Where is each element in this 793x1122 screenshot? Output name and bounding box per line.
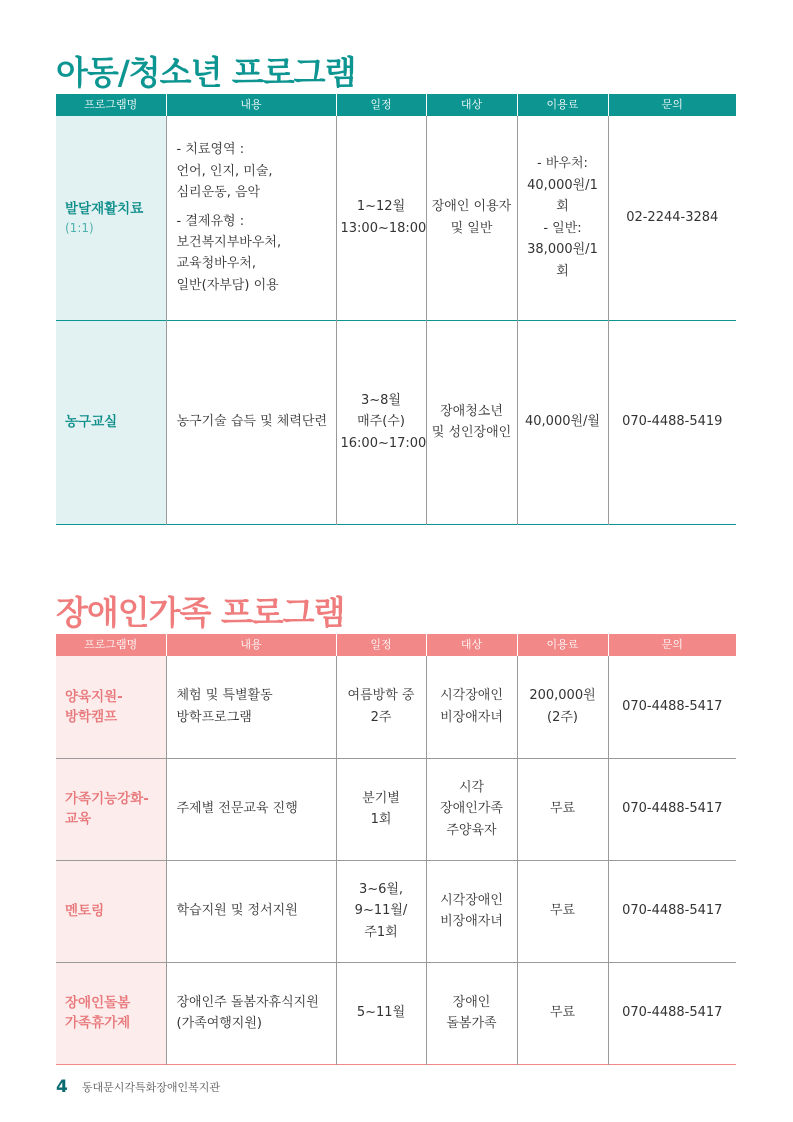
program-target: 장애인 돌봄가족 — [426, 962, 517, 1064]
program-name: 양육지원- 방학캠프 — [56, 656, 166, 758]
page-footer — [56, 1076, 220, 1098]
program-target: 장애청소년 및 성인장애인 — [426, 320, 517, 524]
table-header-row — [56, 94, 736, 116]
section-title-disabled-family: 장애인가족 프로그램 — [56, 593, 345, 632]
program-fee: 무료 — [517, 962, 608, 1064]
program-fee: - 바우처: 40,000원/1회 - 일반: 38,000원/1회 — [517, 116, 608, 320]
table-header-row — [56, 634, 736, 656]
table-row — [56, 860, 736, 962]
header-contact: 문의 — [608, 634, 736, 656]
header-schedule: 일정 — [336, 94, 426, 116]
header-target: 대상 — [426, 634, 517, 656]
table-row — [56, 758, 736, 860]
disabled-family-program-table — [56, 634, 736, 1065]
program-fee: 무료 — [517, 860, 608, 962]
program-content: 농구기술 습득 및 체력단련 — [166, 320, 336, 524]
program-contact: 070-4488-5417 — [608, 962, 736, 1064]
header-schedule: 일정 — [336, 634, 426, 656]
program-target: 시각 장애인가족 주양육자 — [426, 758, 517, 860]
program-fee: 무료 — [517, 758, 608, 860]
program-name: 멘토링 — [56, 860, 166, 962]
table-row — [56, 320, 736, 524]
program-contact: 070-4488-5417 — [608, 656, 736, 758]
header-program-name: 프로그램명 — [56, 634, 166, 656]
program-content: 장애인주 돌봄자휴식지원 (가족여행지원) — [166, 962, 336, 1064]
program-name: 발달재활치료 (1:1) — [56, 116, 166, 320]
program-content: 학습지원 및 정서지원 — [166, 860, 336, 962]
program-schedule: 5~11월 — [336, 962, 426, 1064]
header-fee: 이용료 — [517, 634, 608, 656]
program-fee: 200,000원 (2주) — [517, 656, 608, 758]
program-name: 농구교실 — [56, 320, 166, 524]
header-content: 내용 — [166, 634, 336, 656]
program-content: 주제별 전문교육 진행 — [166, 758, 336, 860]
header-contact: 문의 — [608, 94, 736, 116]
header-fee: 이용료 — [517, 94, 608, 116]
program-target: 시각장애인 비장애자녀 — [426, 860, 517, 962]
program-target: 시각장애인 비장애자녀 — [426, 656, 517, 758]
page-number: 4 — [56, 1077, 68, 1097]
program-schedule: 3~8월 매주(수) 16:00~17:00 — [336, 320, 426, 524]
program-contact: 070-4488-5417 — [608, 860, 736, 962]
program-content: 체험 및 특별활동 방학프로그램 — [166, 656, 336, 758]
organization-name: 동대문시각특화장애인복지관 — [81, 1081, 220, 1094]
program-name: 장애인돌봄 가족휴가제 — [56, 962, 166, 1064]
table-row — [56, 116, 736, 320]
program-schedule: 3~6월, 9~11월/ 주1회 — [336, 860, 426, 962]
program-schedule: 분기별 1회 — [336, 758, 426, 860]
program-contact: 070-4488-5417 — [608, 758, 736, 860]
program-schedule: 1~12월 13:00~18:00 — [336, 116, 426, 320]
program-target: 장애인 이용자 및 일반 — [426, 116, 517, 320]
table-row — [56, 962, 736, 1064]
program-contact: 02-2244-3284 — [608, 116, 736, 320]
program-contact: 070-4488-5419 — [608, 320, 736, 524]
header-target: 대상 — [426, 94, 517, 116]
program-content: - 치료영역 : 언어, 인지, 미술, 심리운동, 음악 - 결제유형 : 보건복지부바우처, 교육청바우처, 일반(자부담) 이용 — [166, 116, 336, 320]
program-fee: 40,000원/월 — [517, 320, 608, 524]
program-name: 가족기능강화- 교육 — [56, 758, 166, 860]
table-row — [56, 656, 736, 758]
program-schedule: 여름방학 중 2주 — [336, 656, 426, 758]
header-content: 내용 — [166, 94, 336, 116]
header-program-name: 프로그램명 — [56, 94, 166, 116]
children-youth-program-table — [56, 94, 736, 525]
section-title-children-youth: 아동/청소년 프로그램 — [56, 53, 356, 92]
